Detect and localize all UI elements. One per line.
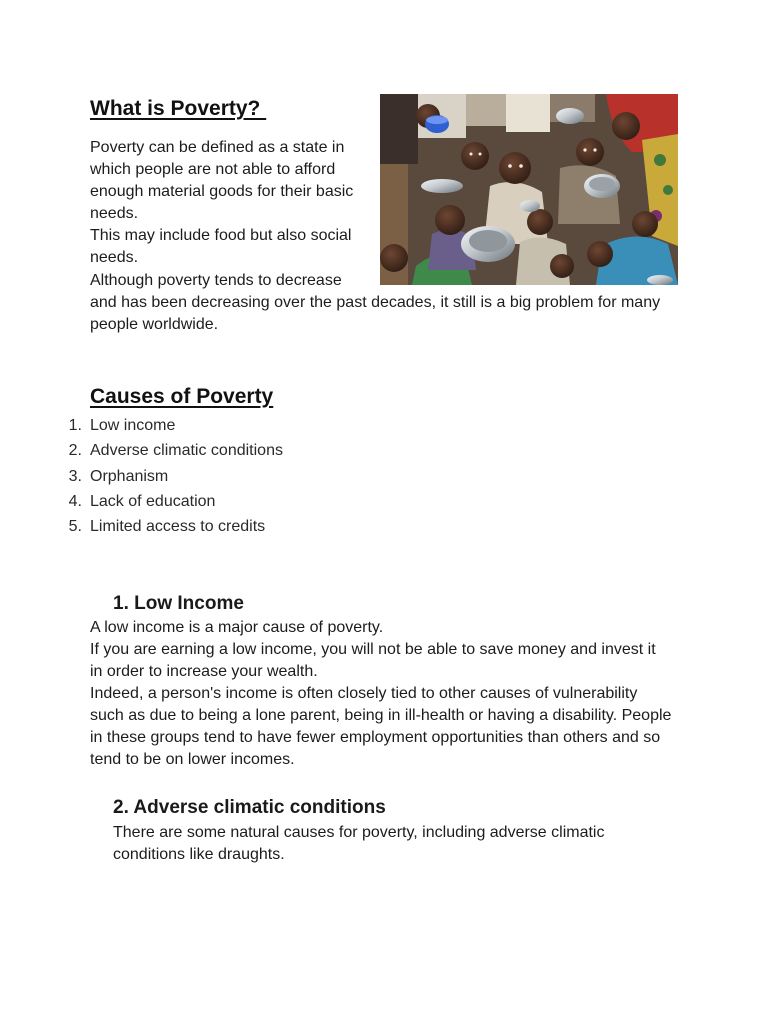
poverty-photo-illustration bbox=[380, 94, 678, 285]
paragraph-line: A low income is a major cause of poverty. bbox=[90, 619, 384, 636]
heading-adverse-climatic-conditions: 2. Adverse climatic conditions bbox=[113, 797, 386, 818]
paragraph-line: conditions like draughts. bbox=[113, 846, 285, 863]
paragraph-line: This may include food but also social bbox=[90, 227, 352, 245]
paragraph-low-income bbox=[90, 617, 671, 771]
paragraph-line: tend to be on lower incomes. bbox=[90, 751, 295, 768]
list-text: Lack of education bbox=[90, 492, 216, 510]
list-item bbox=[56, 438, 283, 463]
list-number: 4. bbox=[68, 492, 82, 510]
paragraph-line: Although poverty tends to decrease bbox=[90, 271, 342, 289]
paragraph-line: There are some natural causes for poverty, including adverse climatic bbox=[113, 824, 605, 841]
list-number: 3. bbox=[68, 467, 82, 485]
heading-low-income: 1. Low Income bbox=[113, 593, 244, 614]
paragraph-line: enough material goods for their basic bbox=[90, 183, 354, 201]
list-item bbox=[56, 514, 283, 539]
list-text: Orphanism bbox=[90, 467, 169, 485]
list-number: 5. bbox=[68, 518, 82, 536]
list-number: 1. bbox=[68, 417, 82, 434]
causes-list bbox=[56, 413, 283, 539]
paragraph-line: Poverty can be defined as a state in bbox=[90, 139, 345, 156]
paragraph-line: Indeed, a person's income is often closely tied to other causes of vulnerability bbox=[90, 685, 638, 702]
list-item bbox=[56, 413, 283, 438]
paragraph-line: in order to increase your wealth. bbox=[90, 663, 318, 680]
list-item bbox=[56, 464, 283, 489]
heading-causes-of-poverty: Causes of Poverty bbox=[90, 385, 274, 408]
paragraph-adverse-climatic-conditions bbox=[113, 822, 604, 866]
paragraph-line: in these groups tend to have fewer employment opportunities than others and so bbox=[90, 729, 661, 746]
paragraph-line: and has been decreasing over the past decades, it still is a big problem for many bbox=[90, 293, 661, 311]
list-text: Limited access to credits bbox=[90, 518, 266, 536]
list-item bbox=[56, 489, 283, 514]
paragraph-line: needs. bbox=[90, 205, 139, 223]
list-number: 2. bbox=[68, 442, 82, 460]
poverty-photo bbox=[380, 94, 678, 285]
paragraph-line: If you are earning a low income, you will not be able to save money and invest it bbox=[90, 641, 656, 658]
paragraph-line: needs. bbox=[90, 249, 139, 267]
list-text: Low income bbox=[90, 417, 176, 434]
paragraph-line: people worldwide. bbox=[90, 315, 219, 333]
heading-what-is-poverty: What is Poverty? bbox=[90, 97, 267, 120]
paragraph-line: which people are not able to afford bbox=[90, 161, 336, 179]
list-text: Adverse climatic conditions bbox=[90, 442, 283, 460]
paragraph-line: such as due to being a lone parent, being in ill-health or having a disability. People bbox=[90, 707, 672, 724]
